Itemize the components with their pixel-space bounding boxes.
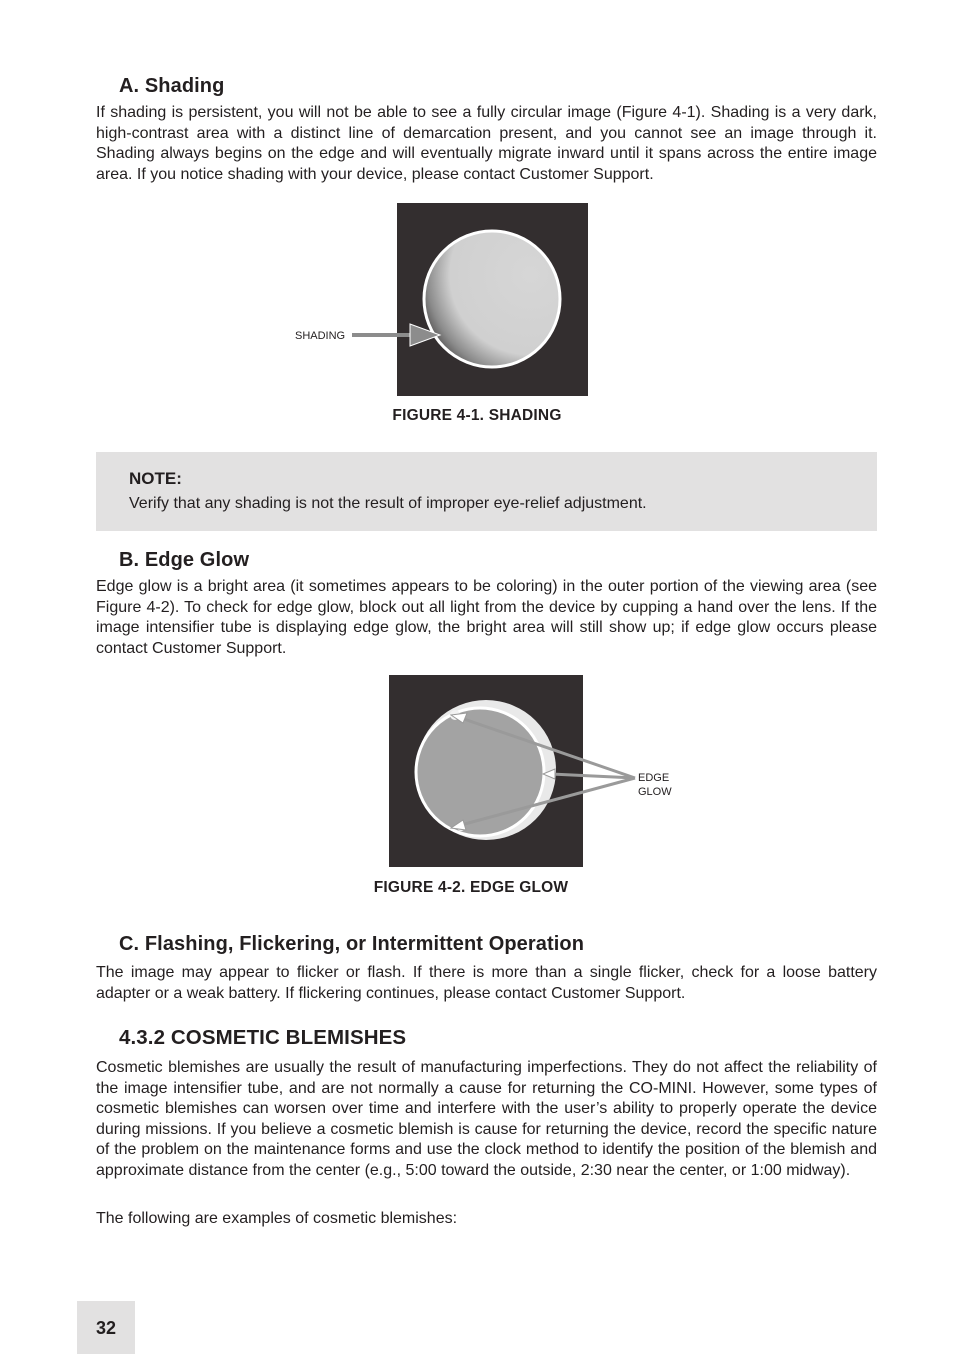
shading-label: SHADING <box>295 330 346 342</box>
shading-image-circle <box>424 231 560 367</box>
figure-2-caption: FIGURE 4-2. EDGE GLOW <box>373 879 569 896</box>
section-a-heading: A. Shading <box>119 75 225 97</box>
section-c-body: The image may appear to flicker or flash. If there is more than a single flicker, check for a loose battery adapter or a weak battery. If flickering continues, please contact Customer Support. <box>96 964 877 1002</box>
figure-edge-glow <box>389 675 689 870</box>
edge-glow-label-line2: GLOW <box>638 786 672 798</box>
section-432-heading: 4.3.2 COSMETIC BLEMISHES <box>119 1026 407 1049</box>
section-a-body: If shading is persistent, you will not be able to see a fully circular image (Figure 4-1). Shading is a very dark, high-contrast area with a distinct line of demarcation present, and you cannot see an image through it. Shading always begins on the edge and will eventually migrate inward until it spans across the entire image area. If you notice shading with your device, please contact Customer Support. <box>96 104 877 183</box>
section-432-body: Cosmetic blemishes are usually the result of manufacturing imperfections. They do not affect the reliability of the image intensifier tube, and are not normally a cause for returning the CO-MINI. However, some types of cosmetic blemishes can worsen over time and interfere with the user’s ability to properly operate the device during missions. If you believe a cosmetic blemish is cause for returning the device, record the specific nature of the problem on the maintenance forms and use the clock method to identify the position of the blemish and approximate distance from the center (e.g., 5:00 toward the outside, 2:30 near the center, or 1:00 midway). <box>96 1059 877 1179</box>
note-title: NOTE: <box>129 469 182 488</box>
section-c-heading: C. Flashing, Flickering, or Intermittent Operation <box>119 933 585 955</box>
figure-1-caption: FIGURE 4-1. SHADING <box>392 407 562 424</box>
section-b-heading: B. Edge Glow <box>119 549 250 571</box>
page-number: 32 <box>95 1318 117 1338</box>
note-text: Verify that any shading is not the result of improper eye-relief adjustment. <box>129 495 647 512</box>
page-number-box <box>77 1301 135 1354</box>
section-b-body: Edge glow is a bright area (it sometimes appears to be coloring) in the outer portion of the viewing area (see Figure 4-2). To check for edge glow, block out all light from the device by cupping a hand over the lens. If the image intensifier tube is displaying edge glow, the bright area will still show up; if edge glow occurs please contact Customer Support. <box>96 578 877 657</box>
note-box <box>96 452 877 531</box>
edge-glow-image-circle <box>416 708 544 836</box>
figure-shading <box>290 203 590 398</box>
edge-glow-label-line1: EDGE <box>638 772 670 784</box>
section-432-examples-intro: The following are examples of cosmetic blemishes: <box>96 1210 458 1227</box>
